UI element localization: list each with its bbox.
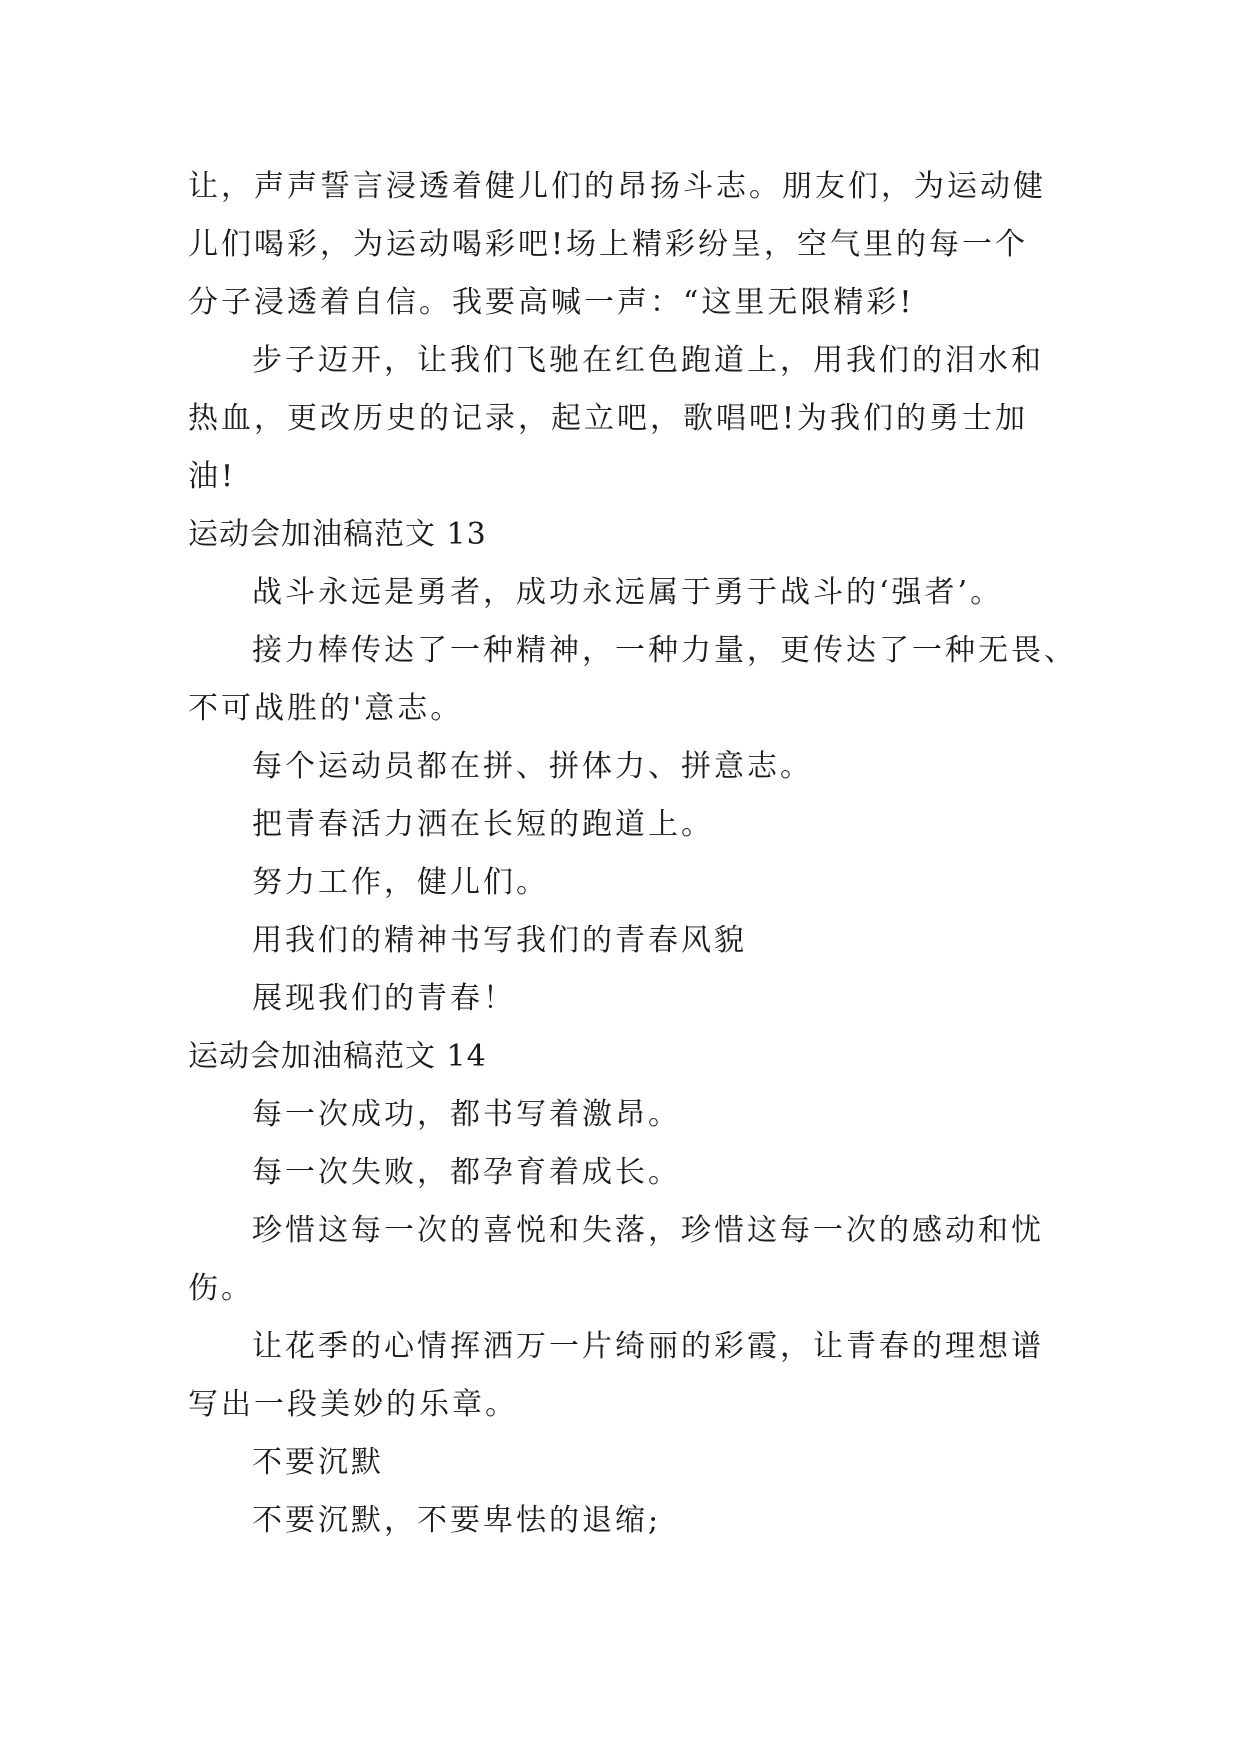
text-line: 让花季的心情挥洒万一片绮丽的彩霞，让青春的理想谱 bbox=[252, 1329, 1044, 1364]
text-line: 用我们的精神书写我们的青春风貌 bbox=[252, 923, 747, 958]
text-line: 热血，更改历史的记录，起立吧，歌唱吧!为我们的勇士加 bbox=[188, 401, 1029, 436]
text-line: 把青春活力洒在长短的跑道上。 bbox=[252, 807, 714, 842]
text-line: 不要沉默 bbox=[252, 1445, 384, 1480]
text-line: 伤。 bbox=[188, 1271, 254, 1306]
text-line: 不可战胜的'意志。 bbox=[188, 691, 464, 726]
document-body bbox=[188, 158, 1077, 1550]
section-heading: 运动会加油稿范文 13 bbox=[188, 517, 487, 552]
text-line: 战斗永远是勇者，成功永远属于勇于战斗的‘强者’。 bbox=[252, 575, 1004, 610]
section-heading: 运动会加油稿范文 14 bbox=[188, 1039, 487, 1074]
text-line: 每一次成功，都书写着激昂。 bbox=[252, 1097, 681, 1132]
text-line: 不要沉默，不要卑怯的退缩; bbox=[252, 1503, 662, 1538]
text-line: 分子浸透着自信。我要高喊一声：“这里无限精彩! bbox=[188, 285, 915, 320]
text-line: 让，声声誓言浸透着健儿们的昂扬斗志。朋友们，为运动健 bbox=[188, 169, 1046, 204]
text-line: 每一次失败，都孕育着成长。 bbox=[252, 1155, 681, 1190]
text-line: 接力棒传达了一种精神，一种力量，更传达了一种无畏、 bbox=[252, 633, 1077, 668]
text-line: 油! bbox=[188, 459, 237, 494]
text-line: 写出一段美妙的乐章。 bbox=[188, 1387, 518, 1422]
text-line: 展现我们的青春！ bbox=[252, 981, 516, 1016]
text-line: 儿们喝彩，为运动喝彩吧!场上精彩纷呈，空气里的每一个 bbox=[188, 227, 1029, 262]
text-line: 努力工作，健儿们。 bbox=[252, 865, 549, 900]
text-line: 步子迈开，让我们飞驰在红色跑道上，用我们的泪水和 bbox=[252, 343, 1044, 378]
text-line: 珍惜这每一次的喜悦和失落，珍惜这每一次的感动和忧 bbox=[252, 1213, 1044, 1248]
text-line: 每个运动员都在拼、拼体力、拼意志。 bbox=[252, 749, 813, 784]
